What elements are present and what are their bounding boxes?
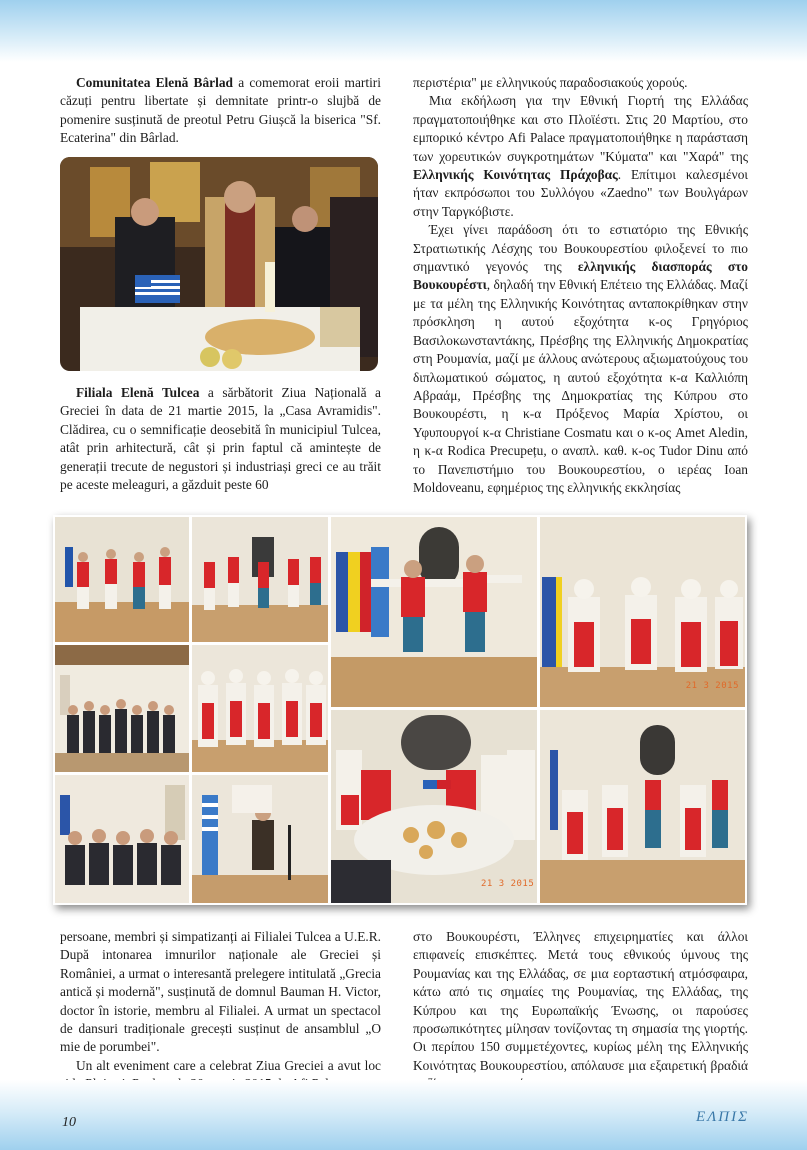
church-service-photo	[60, 157, 378, 371]
speaker-photo	[192, 775, 328, 903]
paragraph-text: , δηλαδή την Εθνική Επέτειο της Ελλάδας. Μαζί με τα μέλη της Ελληνικής Κοινότητας ανταποκρίθηκαν στην πρόσκληση η αυτού εξοχότητα κ-ος Γρηγόριος Βασιλοκωνσταντάκης, Πρέσβης της Ελληνικής Δημοκρατίας στη Ρουμανία, μαζί με άλλους ανώτερους αξιωματούχους του διπλωματικού σώματος, η αυτού εξοχότητα κ-α Καλλιόπη Αβραάμ, Πρέσβης της Δημοκρατίας της Κύπρου στο Βουκουρέστι, η κ-α Πρόξενος Μαρία Χρίστου, οι Υφυπουργοί κ-α Christiane Cosmatu και ο κ-ος Amet Aledin, η κ-α Rodica Precupețu, ο αναπλ. καθ. κ-ος Tudor Dinu από το Πανεπιστήμιο του Βουκουρεστίου, ο ιερέας Ioan Moldoveanu, εφημέριος της ελληνικής εκκλησίας	[413, 277, 748, 495]
dance-photo	[192, 645, 328, 772]
photo-collage	[53, 515, 747, 905]
paragraph-lead: Comunitatea Elenă Bârlad	[76, 75, 233, 90]
dance-photo	[540, 517, 745, 707]
left-column-bottom	[60, 928, 381, 1094]
paragraph-text: Έχει γίνει παράδοση ότι το εστιατόριο της Εθνικής Στρατιωτικής Λέσχης του Βουκουρεστίου φιλοξενεί το πιο σημαντικό γεγονός της	[413, 222, 748, 275]
paragraph-text: a comemorat eroii martiri căzuți pentru libertate și demnitate printr-o slujbă de pomenire susținută de preotul Petru Giușcă la biserica "Sf. Ecaterina" din Bârlad.	[60, 75, 381, 146]
right-column-bottom	[413, 928, 748, 1094]
paragraph-text: περιστέρια" με ελληνικούς παραδοσιακούς χορούς.	[413, 75, 688, 90]
festive-table-photo	[331, 710, 537, 903]
paragraph-text: persoane, membri și simpatizanți ai Filialei Tulcea a U.E.R. După intonarea imnurilor naționale ale Greciei și României, a urmat o interesantă prelegere intitulată „Grecia antică și modernă", susținută de domnul Bauman H. Victor, doctor în istorie, membru al Filialei. A urmat un spectacol de dansuri tradiționale grecești susținut de ansamblul „O mie de porumbei".	[60, 929, 381, 1055]
right-column-top	[413, 74, 748, 497]
footer-band	[0, 1080, 807, 1150]
magazine-title: ΕΛΠΙΣ	[696, 1109, 749, 1125]
paragraph-text: Μια εκδήλωση για την Εθνική Γιορτή της Ελλάδας πραγματοποιήθηκε και στο Πλοϊέστι. Στις 20 Μαρτίου, στο εμπορικό κέντρο Afi Palace πραγματοποιήθηκε η παράσταση των χορευτικών συγκροτημάτων "Κύματα" και "Χαρά" της	[413, 93, 748, 164]
paragraph-lead: Filiala Elenă Tulcea	[76, 385, 200, 400]
paragraph-text: στο Βουκουρέστι, Έλληνες επιχειρηματίες και άλλοι επιφανείς επισκέπτες. Μετά τους εθνικούς ύμνους της Ρουμανίας και της Ελλάδας, σε μια εορταστική ατμόσφαιρα, κάτω από τις σημαίες της Ρουμανίας, της Ελλάδας, της Κύπρου και της Ευρωπαϊκής Ένωσης, οι παρούσες προσωπικότητες μίλησαν τονίζοντας τη σημασία της γιορτής. Οι περίπου 150 συμμετέχοντες, κυρίως μέλη της Ελληνικής Κοινότητας Βουκουρεστίου, απόλαυσε μια εξαιρετική βραδιά	[413, 929, 748, 1073]
left-column-middle	[60, 384, 381, 494]
audience-photo	[55, 645, 189, 772]
dance-photo	[192, 517, 328, 642]
paragraph-text: Un alt eveniment care a celebrat Ziua Greciei a avut loc	[76, 1057, 381, 1073]
paragraph-text: a sărbătorit Ziua Națională a Greciei în data de 21 martie 2015, la „Casa Avramidis". Clădirea, cu o semnificație deosebită în municipiul Tulcea, atât prin arhitectură, cât și prin faptul că amintește de generații trecute de negustori și industriași greci ce au trăit pe aceste meleaguri, a găzduit peste 60	[60, 385, 381, 493]
dance-photo	[55, 517, 189, 642]
dance-photo	[540, 710, 745, 903]
dance-photo	[331, 517, 537, 707]
lecture-audience-photo	[55, 775, 189, 903]
photo-date-stamp: 21 3 2015	[685, 681, 739, 691]
paragraph-text: . Επίτιμοι καλεσμένοι ήταν εκπρόσωποι του Συλλόγου «Zaedno" των Βουλγάρων στην Ταργκόβιστε.	[413, 167, 748, 219]
photo-date-stamp: 21 3 2015	[481, 879, 535, 889]
paragraph-bold: ελληνικής διασποράς στο Βουκουρέστι	[413, 259, 748, 293]
header-band	[0, 0, 807, 62]
left-column-top	[60, 74, 381, 148]
paragraph-bold: Ελληνικής Κοινότητας Πράχοβας	[413, 167, 618, 183]
page-number: 10	[62, 1115, 76, 1130]
